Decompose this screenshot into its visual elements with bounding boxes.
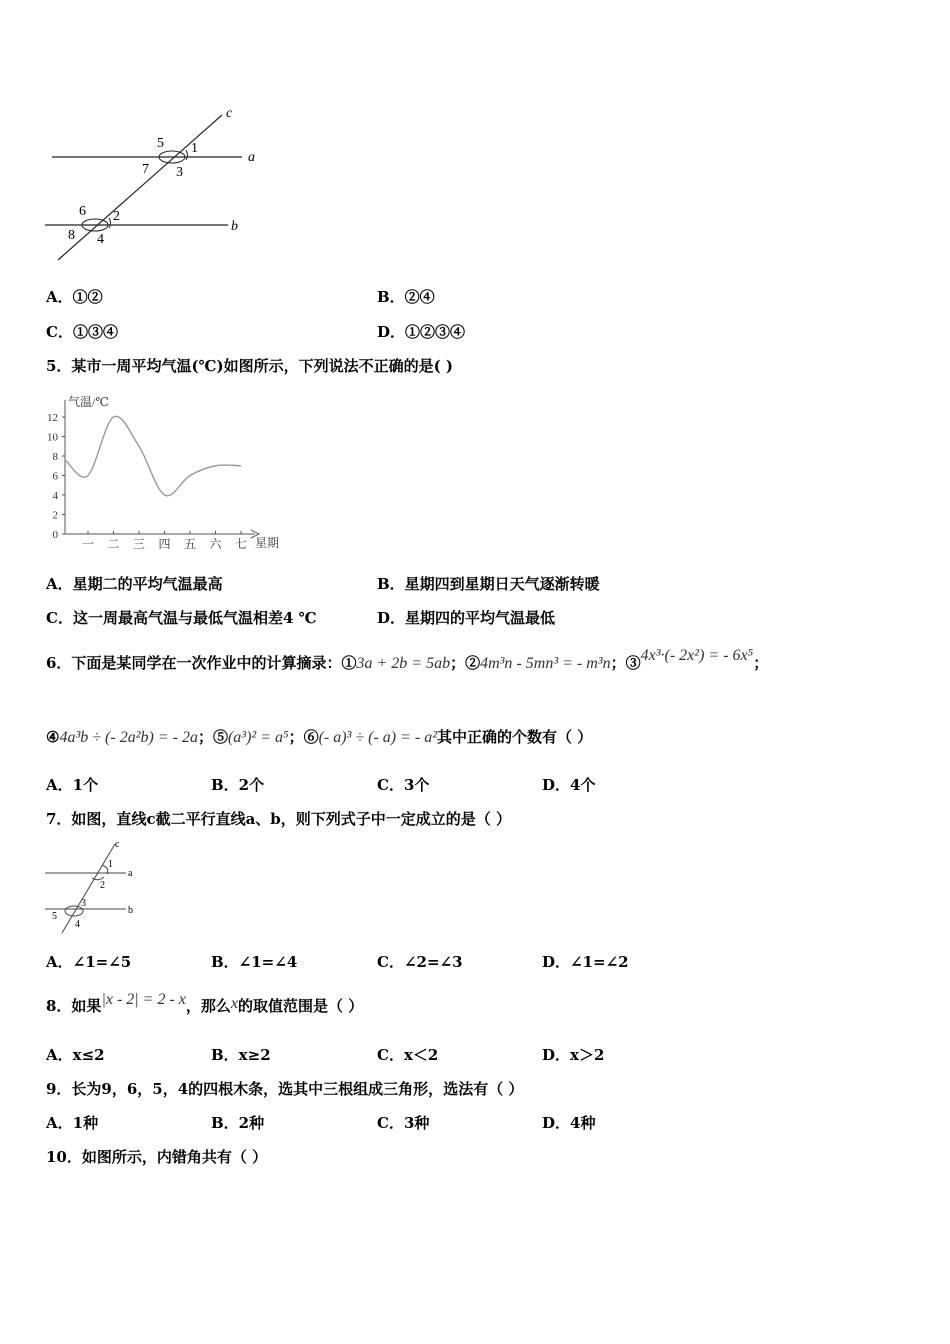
q6-tail: 其中正确的个数有（ ） [437, 728, 593, 746]
q7-text: 7．如图，直线c截二平行直线a、b，则下列式子中一定成立的是（ ） [46, 810, 512, 828]
q8-pre: 8．如果 [46, 997, 102, 1015]
label-3: 3 [176, 165, 183, 180]
y-axis-label: 气温/℃ [68, 395, 109, 409]
label-4: 4 [97, 232, 104, 247]
q6-text: 6．下面是某同学在一次作业中的计算摘录： [46, 654, 342, 672]
label-b: b [231, 219, 238, 234]
x-tick-label: 七 [234, 537, 248, 551]
q6-item6-expr: (- a)³ ÷ (- a) = - a² [318, 729, 438, 746]
label-2: 2 [100, 880, 105, 891]
x-tick-label: 二 [107, 537, 120, 551]
q6-item5-mark: ；⑤ [197, 728, 228, 746]
label-6: 6 [79, 204, 86, 219]
q8-option-b[interactable]: B．x≥2 [211, 1046, 271, 1064]
x-tick-label: 一 [81, 537, 95, 551]
line-c [58, 115, 222, 260]
q6-item2-expr: 4m³n - 5mn³ = - m³n [480, 655, 611, 672]
q8-mid: ，那么 [185, 997, 231, 1015]
q8-option-a[interactable]: A．x≤2 [46, 1046, 105, 1064]
parallel-lines-figure-top [40, 100, 280, 270]
label-4: 4 [75, 919, 80, 930]
line-c [62, 844, 115, 933]
label-a: a [128, 868, 133, 879]
angle-arc-1 [186, 150, 188, 160]
q6-item5-expr: (a³)² = a⁵ [227, 729, 289, 746]
q9-text: 9．长为9，6，5，4的四根木条，选其中三根组成三角形，选法有（ ） [46, 1080, 524, 1098]
x-tick-label: 六 [209, 537, 222, 551]
y-tick-label: 4 [52, 490, 58, 502]
label-5: 5 [52, 911, 57, 922]
q9-option-b[interactable]: B．2种 [211, 1114, 265, 1132]
q8-option-d[interactable]: D．x＞2 [542, 1046, 605, 1064]
q5-option-c[interactable]: C．这一周最高气温与最低气温相差4 ℃ [46, 609, 317, 627]
q10-text: 10．如图所示，内错角共有（ ） [46, 1148, 268, 1166]
q5-option-a[interactable]: A．星期二的平均气温最高 [46, 575, 223, 593]
temperature-chart [40, 392, 290, 554]
q4-option-b[interactable]: B．②④ [377, 288, 435, 306]
x-tick-label: 三 [132, 537, 146, 551]
label-8: 8 [68, 228, 75, 243]
chart-axes [65, 400, 259, 538]
q6-line1 [46, 647, 769, 673]
q7-option-d[interactable]: D．∠1=∠2 [542, 953, 629, 971]
q4-option-a[interactable]: A．①② [46, 288, 103, 306]
q9-option-a[interactable]: A．1种 [46, 1114, 99, 1132]
q9-option-c[interactable]: C．3种 [377, 1114, 430, 1132]
y-tick-label: 8 [52, 451, 58, 463]
q5-text: 5．某市一周平均气温(℃)如图所示，下列说法不正确的是( ) [46, 357, 454, 375]
x-tick-label: 四 [158, 537, 171, 551]
label-2: 2 [113, 209, 120, 224]
q6-option-d[interactable]: D．4个 [542, 776, 596, 794]
q8-expr: |x - 2| = 2 - x [101, 991, 186, 1008]
temperature-series-line [66, 416, 241, 495]
label-1: 1 [191, 141, 198, 156]
q9-option-d[interactable]: D．4种 [542, 1114, 596, 1132]
q8-post: 的取值范围是（ ） [238, 997, 364, 1015]
q6-item2-mark: ；② [450, 654, 481, 672]
label-b: b [128, 905, 133, 916]
y-tick-label: 12 [47, 412, 58, 424]
parallel-lines-figure-q7 [40, 838, 150, 938]
label-c: c [226, 106, 233, 121]
q8-line [46, 991, 364, 1016]
y-tick-label: 10 [47, 431, 58, 444]
q6-line2 [46, 726, 592, 747]
q6-item3-expr: 4x³·(- 2x²) = - 6x⁵ [640, 647, 754, 664]
q7-option-a[interactable]: A．∠1=∠5 [46, 953, 132, 971]
q6-item6-mark: ；⑥ [288, 728, 319, 746]
q6-option-c[interactable]: C．3个 [377, 776, 430, 794]
y-tick-label: 0 [52, 529, 58, 541]
q7-option-b[interactable]: B．∠1=∠4 [211, 953, 298, 971]
label-7: 7 [142, 162, 149, 177]
label-3: 3 [81, 898, 86, 909]
label-1: 1 [108, 859, 113, 870]
x-tick-label: 五 [183, 537, 197, 551]
q6-item1-mark: ① [341, 654, 357, 672]
angle-arc-2 [109, 218, 111, 228]
q6-item3-end: ； [753, 654, 769, 672]
q6-option-a[interactable]: A．1个 [46, 776, 99, 794]
q5-option-d[interactable]: D．星期四的平均气温最低 [377, 609, 556, 627]
q6-item3-mark: ；③ [610, 654, 641, 672]
y-ticks [47, 412, 65, 541]
label-c: c [115, 839, 120, 850]
q6-item1-expr: 3a + 2b = 5ab [356, 655, 451, 672]
y-tick-label: 2 [52, 509, 58, 522]
label-a: a [248, 150, 255, 165]
y-tick-label: 6 [52, 470, 58, 483]
q8-option-c[interactable]: C．x＜2 [377, 1046, 439, 1064]
q6-item4-expr: 4a³b ÷ (- 2a²b) = - 2a [59, 729, 198, 746]
q4-option-d[interactable]: D．①②③④ [377, 323, 466, 341]
q7-option-c[interactable]: C．∠2=∠3 [377, 953, 463, 971]
q6-option-b[interactable]: B．2个 [211, 776, 265, 794]
q5-option-b[interactable]: B．星期四到星期日天气逐渐转暖 [377, 575, 600, 593]
x-axis-label: 星期 [255, 536, 280, 550]
q4-option-c[interactable]: C．①③④ [46, 323, 118, 341]
q8-var: x [230, 995, 239, 1012]
q6-item4-mark: ④ [46, 728, 60, 746]
label-5: 5 [157, 136, 164, 151]
